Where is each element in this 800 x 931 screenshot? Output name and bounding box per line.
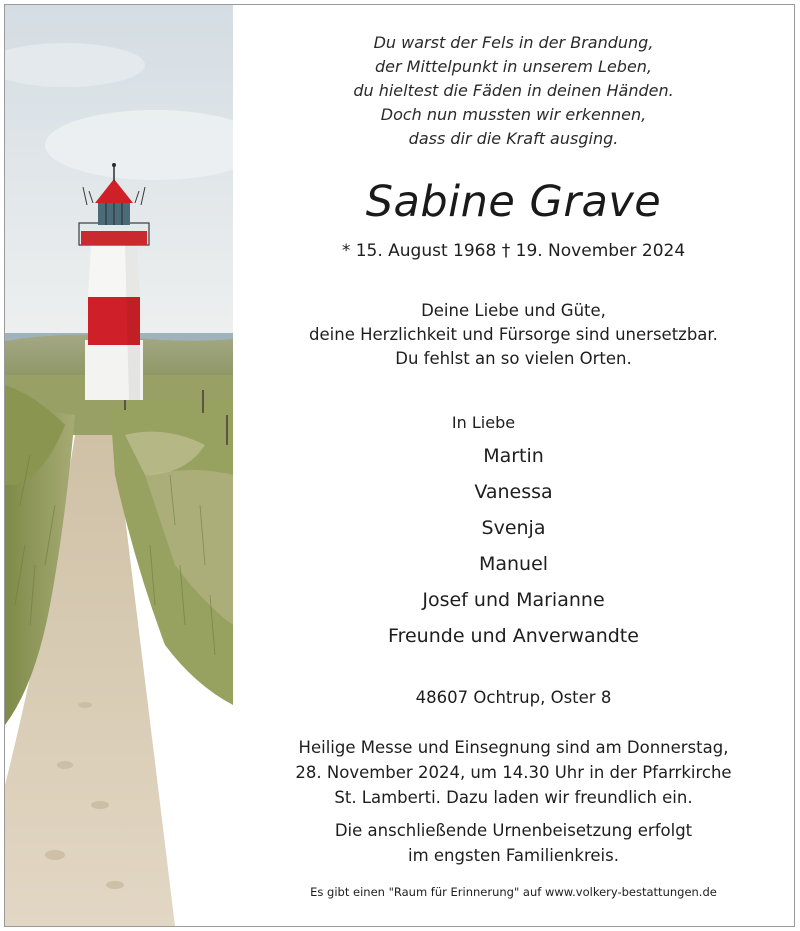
service-line: St. Lamberti. Dazu laden wir freundlich ein.: [334, 788, 693, 807]
mourner-name: Svenja: [481, 517, 546, 539]
mourner-name: Vanessa: [474, 481, 553, 503]
service-line: Die anschließende Urnenbeisetzung erfolgt: [334, 821, 693, 840]
lighthouse-photo: [5, 5, 233, 926]
tribute-line: Du fehlst an so vielen Orten.: [395, 349, 632, 368]
life-dates: * 15. August 1968 † 19. November 2024: [341, 241, 686, 261]
in-liebe-label: In Liebe: [451, 413, 516, 432]
memorial-website-note: Es gibt einen "Raum für Erinnerung" auf www.volkery-bestattungen.de: [310, 885, 717, 899]
deceased-name: Sabine Grave: [365, 177, 662, 227]
poem-line: der Mittelpunkt in unserem Leben,: [374, 57, 653, 76]
tribute-line: deine Herzlichkeit und Fürsorge sind unersetzbar.: [309, 325, 718, 344]
service-line: 28. November 2024, um 14.30 Uhr in der Pfarrkirche: [295, 763, 732, 782]
mourner-name: Martin: [483, 445, 544, 467]
poem-line: Doch nun mussten wir erkennen,: [380, 105, 647, 124]
poem-line: dass dir die Kraft ausging.: [408, 129, 619, 148]
service-line: im engsten Familienkreis.: [408, 846, 619, 865]
mourner-name: Manuel: [478, 553, 549, 575]
poem-line: du hieltest die Fäden in deinen Händen.: [353, 81, 674, 100]
mourner-name: Freunde und Anverwandte: [388, 625, 639, 647]
tribute-line: Deine Liebe und Güte,: [421, 301, 606, 320]
family-address: 48607 Ochtrup, Oster 8: [415, 688, 612, 707]
service-line: Heilige Messe und Einsegnung sind am Donnerstag,: [298, 738, 729, 757]
poem-line: Du warst der Fels in der Brandung,: [373, 33, 654, 52]
notice-text-column: [233, 5, 794, 926]
mourner-name: Josef und Marianne: [422, 589, 605, 611]
